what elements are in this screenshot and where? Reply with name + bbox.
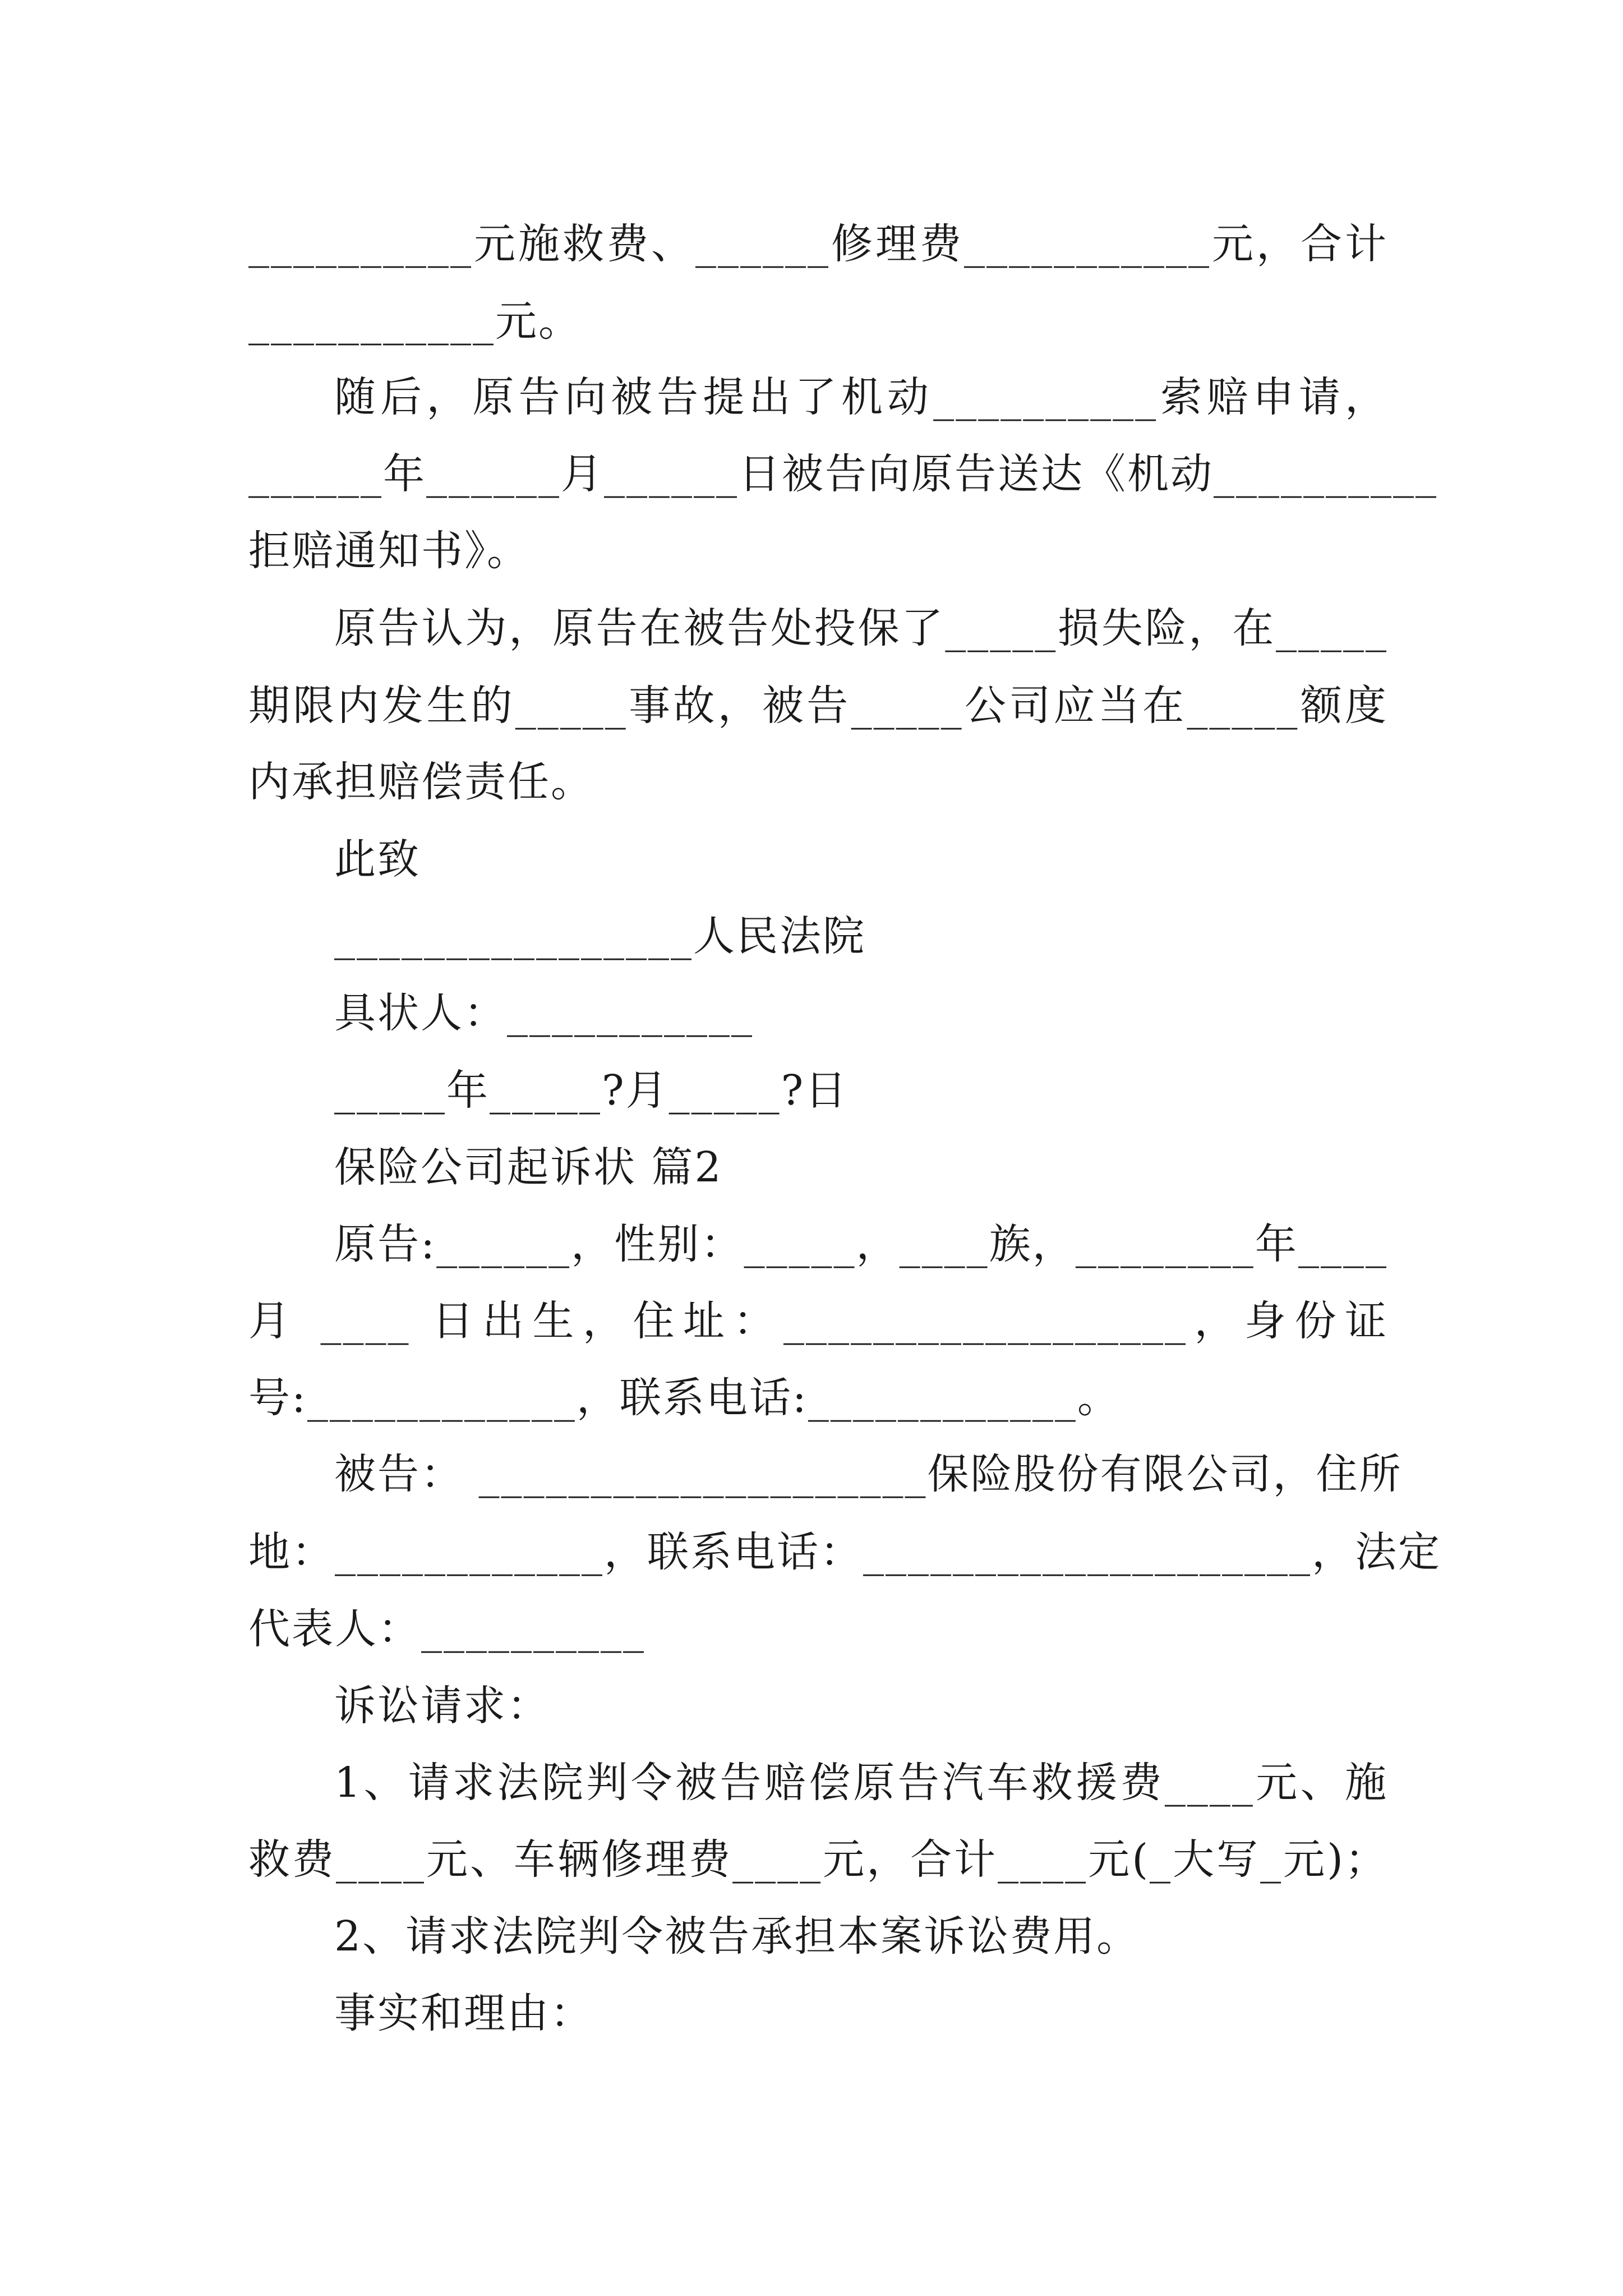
text-line: 2、请求法院判令被告承担本案诉讼费用。 [334, 1912, 1140, 1961]
text-line: 代表人：__________ [248, 1605, 645, 1653]
signature-line: 具状人：___________ [334, 989, 754, 1037]
text-line: 此致 [334, 835, 421, 884]
text-line: 原告认为，原告在被告处投保了_____损失险，在_____ [334, 604, 1388, 652]
text-line: 内承担赔偿责任。 [248, 758, 594, 806]
text-line: 被告： ____________________保险股份有限公司，住所 [334, 1450, 1403, 1498]
text-line: 事实和理由： [334, 1989, 593, 2037]
text-line: __________元施救费、______修理费___________元，合计 [248, 220, 1388, 268]
text-line: ______年______月______日被告向原告送达《机动__________ [248, 450, 1438, 498]
text-line: 号:____________，联系电话:____________。 [248, 1374, 1121, 1422]
date-line: _____年_____?月_____?日 [334, 1066, 849, 1115]
text-line: 拒赔通知书》。 [248, 527, 530, 575]
text-line: 救费____元、车辆修理费____元，合计____元(_大写_元)； [248, 1835, 1388, 1884]
text-line: 期限内发生的_____事故，被告_____公司应当在_____额度 [248, 682, 1388, 730]
text-line: 原告:______，性别：_____，____族，________年____ [334, 1220, 1388, 1268]
text-line: 诉讼请求： [334, 1682, 550, 1730]
section-heading: 保险公司起诉状 篇2 [334, 1143, 723, 1191]
court-line: ________________人民法院 [334, 912, 866, 960]
text-line: 随后，原告向被告提出了机动__________索赔申请， [334, 373, 1388, 421]
text-line: 1、请求法院判令被告赔偿原告汽车救援费____元、施 [334, 1759, 1388, 1807]
text-line: ___________元。 [248, 297, 582, 346]
text-line: 月 ____ 日出生，住址：__________________，身份证 [248, 1297, 1388, 1345]
text-line: 地：____________，联系电话：____________________，法定 [248, 1528, 1441, 1576]
